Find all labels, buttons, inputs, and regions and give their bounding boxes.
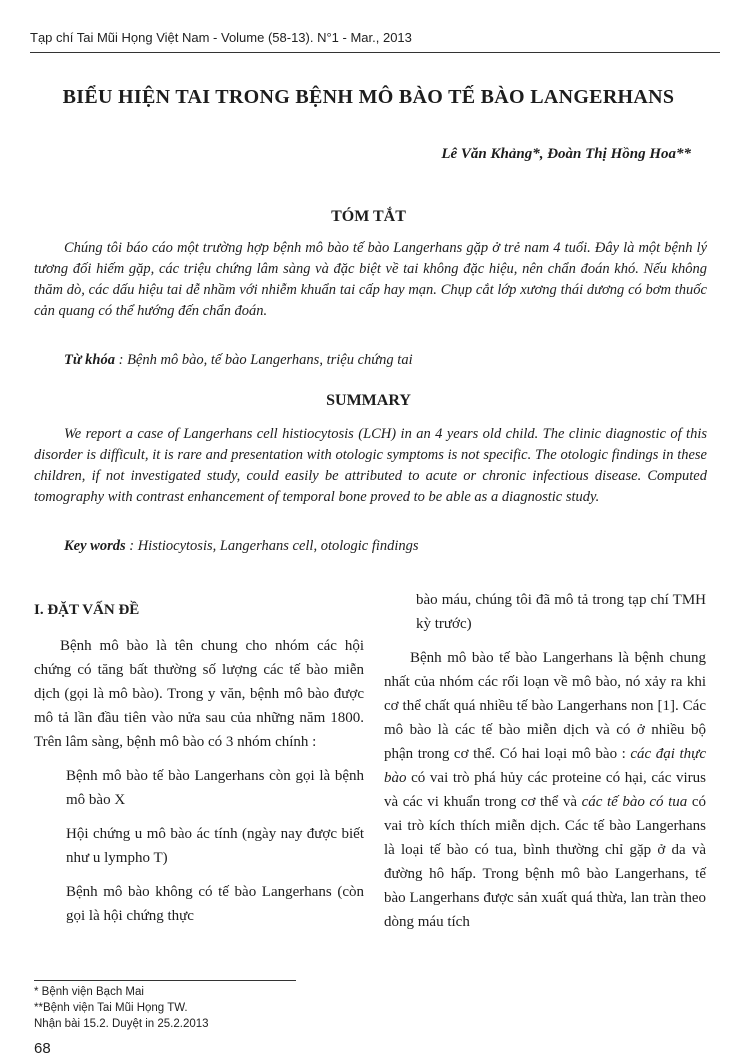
keywords-en-list: : Histiocytosis, Langerhans cell, otologic findings — [129, 538, 419, 554]
abstract-vi-keywords — [64, 352, 704, 369]
section-heading-intro: I. ĐẶT VẤN ĐỀ — [34, 602, 140, 618]
running-head: Tạp chí Tai Mũi Họng Việt Nam - Volume (58-13). N°1 - Mar., 2013 — [30, 30, 412, 45]
footnote-dates: Nhận bài 15.2. Duyệt in 25.2.2013 — [34, 1018, 209, 1030]
keywords-en-label: Key words — [64, 538, 126, 554]
list-item-continuation: bào máu, chúng tôi đã mô tả trong tạp chí TMH kỳ trước) — [416, 592, 706, 632]
footnotes — [34, 984, 209, 1032]
list-item: Bệnh mô bào tế bào Langerhans còn gọi là bệnh mô bào X — [66, 768, 364, 808]
header-rule — [30, 52, 720, 53]
langerhans-paragraph — [384, 646, 706, 934]
footnote-affiliation-1: * Bệnh viện Bạch Mai — [34, 986, 144, 998]
abstract-vi-text — [34, 238, 707, 322]
abstract-en-keywords — [64, 538, 704, 555]
abstract-vi-body: Chúng tôi báo cáo một trường hợp bệnh mô bào tế bào Langerhans gặp ở trẻ nam 4 tuổi. Đây là một bệnh lý tương đối hiếm gặp, các triệu chứng lâm sàng và đặc biệt về tai không đặc hiệu, nên chẩn đoán khó. Nếu không thăm dò, các dấu hiệu tai dễ nhầm với nhiễm khuẩn tai cấp hay mạn. Chụp cắt lớp xương thái dương có bơm thuốc cản quang có thể hướng đến chẩn đoán. — [34, 240, 707, 319]
footnote-affiliation-2: **Bệnh viện Tai Mũi Họng TW. — [34, 1002, 188, 1014]
emphasis-macrophages: các đại thực bào — [384, 746, 706, 786]
page-number: 68 — [34, 1040, 51, 1057]
keywords-vi-list: : Bệnh mô bào, tế bào Langerhans, triệu chứng tai — [118, 352, 413, 368]
body-column-left — [34, 588, 364, 938]
body-column-right — [384, 588, 706, 944]
footnote-rule — [34, 980, 296, 981]
paragraph-text: Bệnh mô bào tế bào Langerhans là bệnh chung nhất của nhóm các rối loạn về mô bào, nó xảy ra khi cơ thể chất quá nhiều tế bào Langerhans non [1]. Các mô bào là các tế bào miễn dịch và có ở nhiều bộ phận trong cơ thể. Có hai loại mô bào : — [384, 650, 706, 762]
abstract-vi-heading: TÓM TẮT — [331, 208, 406, 225]
list-item: Hội chứng u mô bào ác tính (ngày nay được biết như u lympho T) — [66, 826, 364, 866]
keywords-vi-label: Từ khóa — [64, 352, 115, 368]
intro-paragraph: Bệnh mô bào là tên chung cho nhóm các hội chứng có tăng bất thường số lượng các tế bào miễn dịch (gọi là mô bào). Trong y văn, bệnh mô bào được mô tả lần đầu tiên vào nửa sau của những năm 1800. Trên lâm sàng, bệnh mô bào có 3 nhóm chính : — [34, 638, 364, 750]
emphasis-dendritic-cells: các tế bào có tua — [581, 794, 688, 810]
abstract-en-text — [34, 424, 707, 508]
abstract-en-body: We report a case of Langerhans cell histiocytosis (LCH) in an 4 years old child. The clinic diagnostic of this disorder is difficult, it is rare and presentation with otologic symptoms is not specific. The otologic findings in these children, if not investigated study, could easily be attributed to acute or chronic infectious disease. Computed tomography with contrast enhancement of temporal bone proved to be able as a diagnostic study. — [34, 426, 707, 505]
paragraph-text: có vai trò kích thích miễn dịch. Các tế bào Langerhans là loại tế bào có tua, bình thường chỉ gặp ở da và đường hô hấp. Trong bệnh mô bào Langerhans, tế bào Langerhans được sản xuất quá thừa, lan tràn theo dòng máu tích — [384, 794, 706, 930]
authors: Lê Văn Khảng*, Đoàn Thị Hồng Hoa** — [441, 146, 691, 162]
article-title: BIỂU HIỆN TAI TRONG BỆNH MÔ BÀO TẾ BÀO LANGERHANS — [62, 86, 675, 108]
paragraph-text: có vai trò phá hủy các proteine có hại, các virus và các vi khuẩn trong cơ thể và — [384, 770, 706, 810]
list-item: Bệnh mô bào không có tế bào Langerhans (còn gọi là hội chứng thực — [66, 884, 364, 924]
abstract-en-heading: SUMMARY — [326, 392, 411, 409]
